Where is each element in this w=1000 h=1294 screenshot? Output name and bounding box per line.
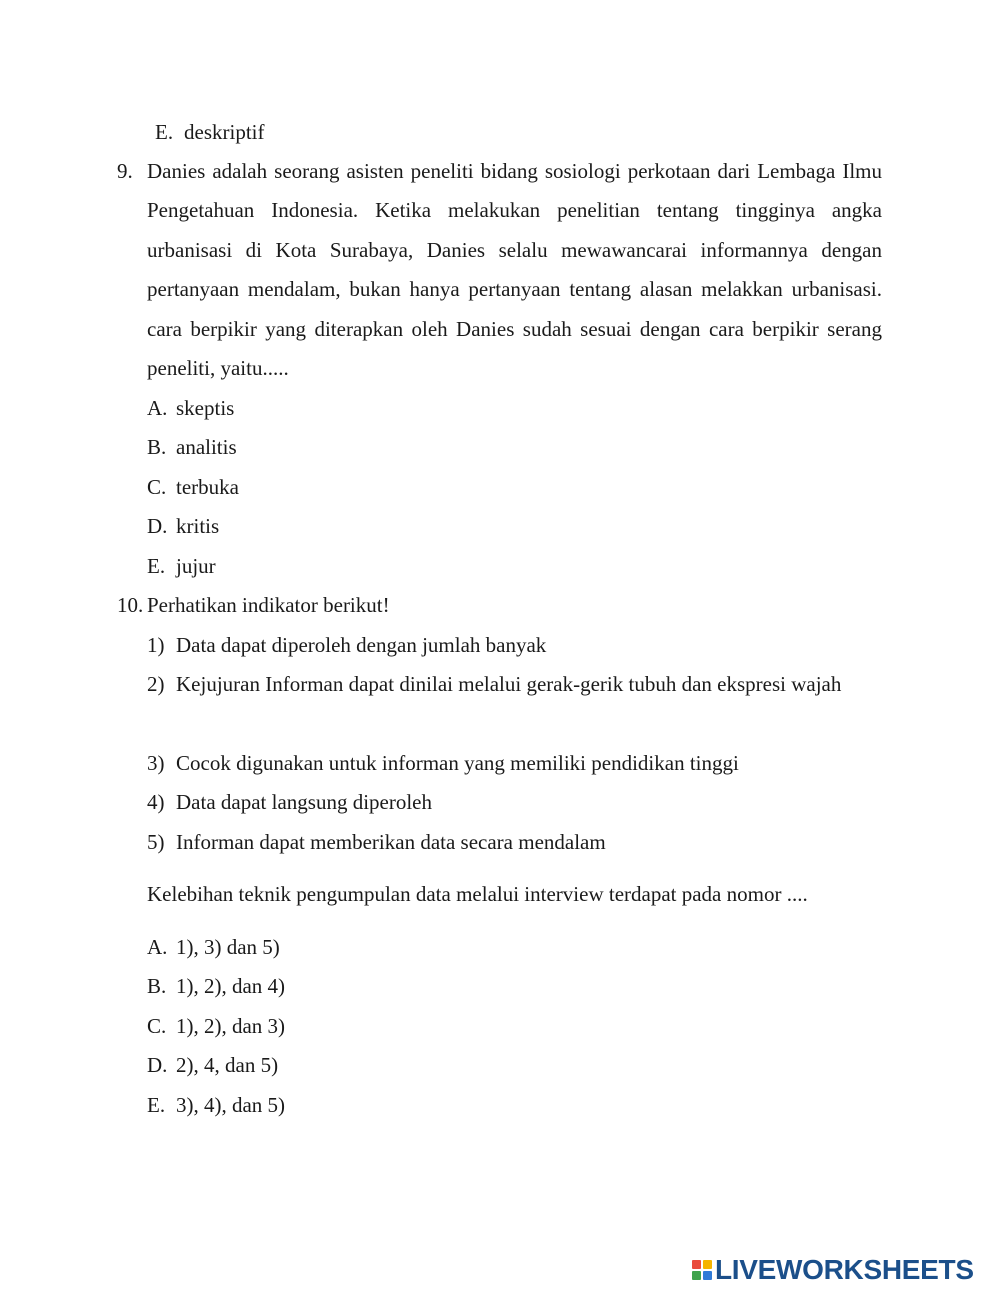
q10-option-d-text[interactable]: 2), 4, dan 5) [176,1053,279,1077]
q10-option-e-text[interactable]: 3), 4), dan 5) [176,1093,286,1117]
q9-option-e-letter: E. [147,554,166,578]
liveworksheets-logo-icon [692,1260,712,1280]
q10-number: 10. [117,593,144,617]
q9-option-d-letter: D. [147,514,168,538]
prev-option-e-letter: E. [155,120,174,144]
q10-indicator-4-text: Data dapat langsung diperoleh [176,790,432,814]
q9-option-c-letter: C. [147,475,167,499]
q10-indicator-5-text: Informan dapat memberikan data secara mendalam [176,830,606,854]
q10-option-a-letter: A. [147,935,168,959]
q9-option-b-letter: B. [147,435,167,459]
q10-indicator-5-num: 5) [147,830,165,854]
logo-cell-icon [703,1271,712,1280]
q10-option-b-text[interactable]: 1), 2), dan 4) [176,974,286,998]
prev-option-e-text: deskriptif [184,120,265,144]
q10-option-a-text[interactable]: 1), 3) dan 5) [176,935,280,959]
q9-option-c-text[interactable]: terbuka [176,475,239,499]
q9-option-a-text[interactable]: skeptis [176,396,235,420]
q9-option-d-text[interactable]: kritis [176,514,220,538]
liveworksheets-logo-text: LIVEWORKSHEETS [715,1254,974,1285]
q10-indicator-2-num: 2) [147,672,165,696]
q10-indicator-3-text: Cocok digunakan untuk informan yang memiliki pendidikan tinggi [176,751,739,775]
q10-indicator-4-num: 4) [147,790,165,814]
q10-option-b-letter: B. [147,974,167,998]
q10-option-e-letter: E. [147,1093,166,1117]
q10-option-d-letter: D. [147,1053,168,1077]
q10-indicator-1-num: 1) [147,633,165,657]
q10-indicator-2-text: Kejujuran Informan dapat dinilai melalui gerak-gerik tubuh dan ekspresi wajah [176,672,842,696]
q9-question-text: Danies adalah seorang asisten peneliti bidang sosiologi perkotaan dari Lembaga Ilmu Pengetahuan Indonesia. Ketika melakukan penelitian tentang tingginya angka urbanisasi di Kota Surabaya, Danies selalu mewawancarai informannya dengan pertanyaan mendalam, bukan hanya pertanyaan tentang alasan melakkan urbanisasi. cara berpikir yang diterapkan oleh Danies sudah sesuai dengan cara berpikir serang peneliti, yaitu..... [147,159,882,381]
q10-question-text: Kelebihan teknik pengumpulan data melalui interview terdapat pada nomor .... [147,882,808,906]
q10-indicator-3-num: 3) [147,751,165,775]
logo-cell-icon [692,1271,701,1280]
q10-option-c-letter: C. [147,1014,167,1038]
logo-cell-icon [703,1260,712,1269]
q9-option-a-letter: A. [147,396,168,420]
q10-option-c-text[interactable]: 1), 2), dan 3) [176,1014,286,1038]
liveworksheets-logo[interactable] [692,1253,974,1287]
q10-intro: Perhatikan indikator berikut! [147,593,390,617]
q9-option-b-text[interactable]: analitis [176,435,237,459]
logo-cell-icon [692,1260,701,1269]
q10-indicator-1-text: Data dapat diperoleh dengan jumlah banyak [176,633,547,657]
q9-number: 9. [117,159,133,183]
q9-option-e-text[interactable]: jujur [176,554,216,578]
